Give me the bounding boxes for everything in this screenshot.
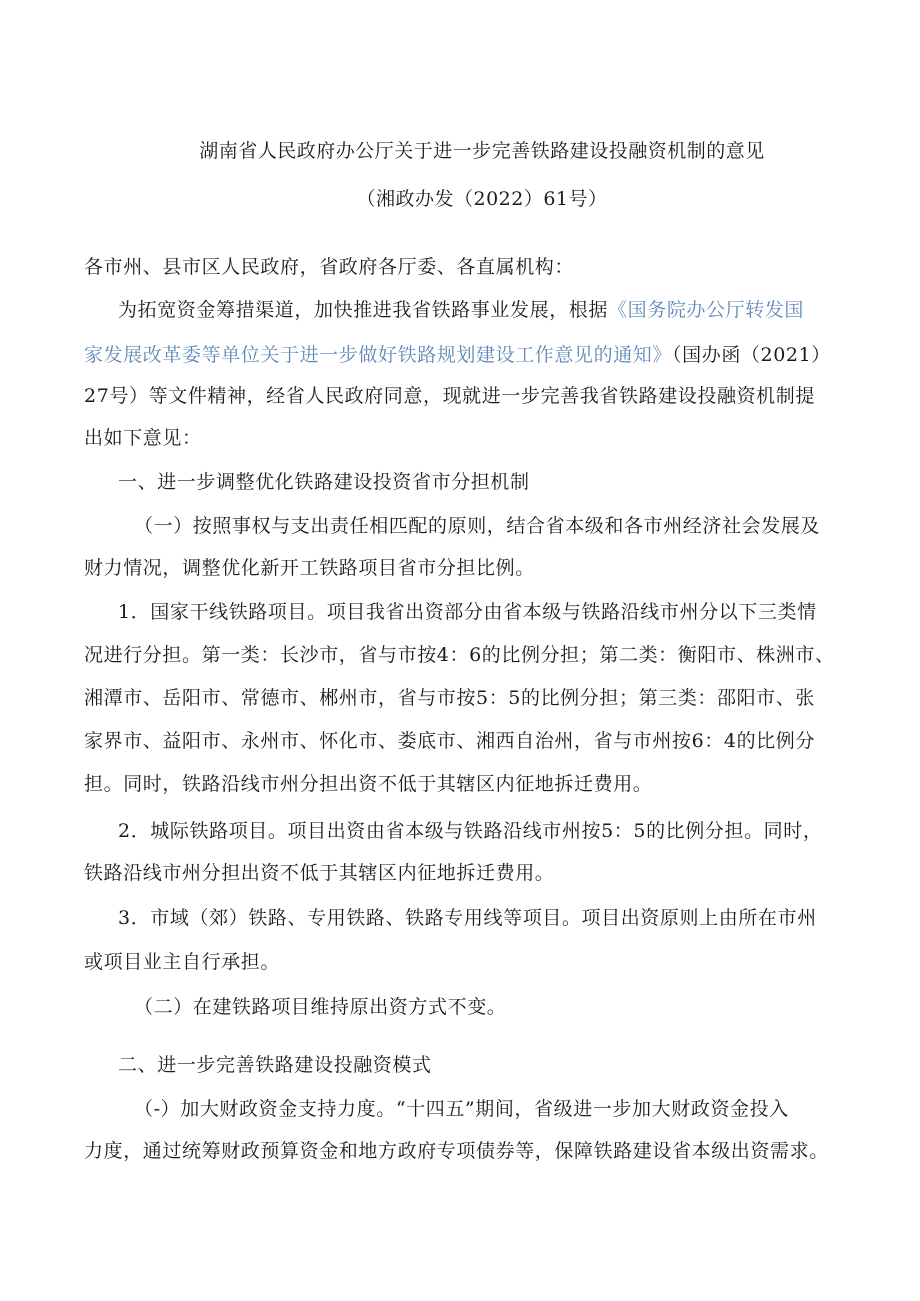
intro-text: 为拓宽资金筹措渠道，加快推进我省铁路事业发展，根据 xyxy=(118,299,609,321)
policy-link-continued[interactable]: 家发展改革委等单位关于进一步做好铁路规划建设工作意见的通知》 xyxy=(84,344,673,366)
item-1-line-4: 家界市、益阳市、永州市、怀化市、娄底市、湘西自治州，省与市州按6：4的比例分 xyxy=(84,730,815,752)
section-2-paragraph-1-line-2: 力度，通过统筹财政预算资金和地方政府专项债券等，保障铁路建设省本级出资需求。 xyxy=(84,1140,829,1162)
salutation: 各市州、县市区人民政府，省政府各厅委、各直属机构： xyxy=(84,256,575,278)
intro-line-4: 出如下意见： xyxy=(84,427,202,449)
item-3-line-2: 或项目业主自行承担。 xyxy=(84,951,281,973)
item-1-line-1: 1．国家干线铁路项目。项目我省出资部分由省本级与铁路沿线市州分以下三类情 xyxy=(118,601,817,623)
section-2-heading: 二、进一步完善铁路建设投融资模式 xyxy=(118,1054,432,1076)
item-3-line-1: 3．市域（郊）铁路、专用铁路、铁路专用线等项目。项目出资原则上由所在市州 xyxy=(118,907,817,929)
section-1-paragraph-2: （二）在建铁路项目维持原出资方式不变。 xyxy=(134,996,507,1018)
intro-line-1 xyxy=(118,298,804,322)
policy-link[interactable]: 《国务院办公厅转发国 xyxy=(608,299,805,321)
section-1-paragraph-1-line-1: （一）按照事权与支出责任相匹配的原则，结合省本级和各市州经济社会发展及 xyxy=(134,515,821,537)
section-1-heading: 一、进一步调整优化铁路建设投资省市分担机制 xyxy=(118,471,530,493)
item-1-line-2: 况进行分担。第一类：长沙市，省与市按4：6的比例分担；第二类：衡阳市、株洲市、 xyxy=(84,644,835,666)
intro-text: （国办函（2021） xyxy=(672,344,831,366)
document-title: 湖南省人民政府办公厅关于进一步完善铁路建设投融资机制的意见 xyxy=(199,140,765,162)
item-2-line-2: 铁路沿线市州分担出资不低于其辖区内征地拆迁费用。 xyxy=(84,862,555,884)
intro-line-3: 27号）等文件精神，经省人民政府同意，现就进一步完善我省铁路建设投融资机制提 xyxy=(84,385,815,407)
item-1-line-5: 担。同时，铁路沿线市州分担出资不低于其辖区内征地拆迁费用。 xyxy=(84,773,653,795)
item-2-line-1: 2．城际铁路项目。项目出资由省本级与铁路沿线市州按5：5的比例分担。同时， xyxy=(118,820,823,842)
intro-line-2 xyxy=(84,343,831,367)
section-1-paragraph-1-line-2: 财力情况，调整优化新开工铁路项目省市分担比例。 xyxy=(84,557,535,579)
section-2-paragraph-1-line-1: （-）加大财政资金支持力度。“十四五”期间，省级进一步加大财政资金投入 xyxy=(134,1098,789,1120)
item-1-line-3: 湘潭市、岳阳市、常德市、郴州市，省与市按5：5的比例分担；第三类：邵阳市、张 xyxy=(84,687,815,709)
document-number: （湘政办发（2022）61号） xyxy=(356,188,608,210)
